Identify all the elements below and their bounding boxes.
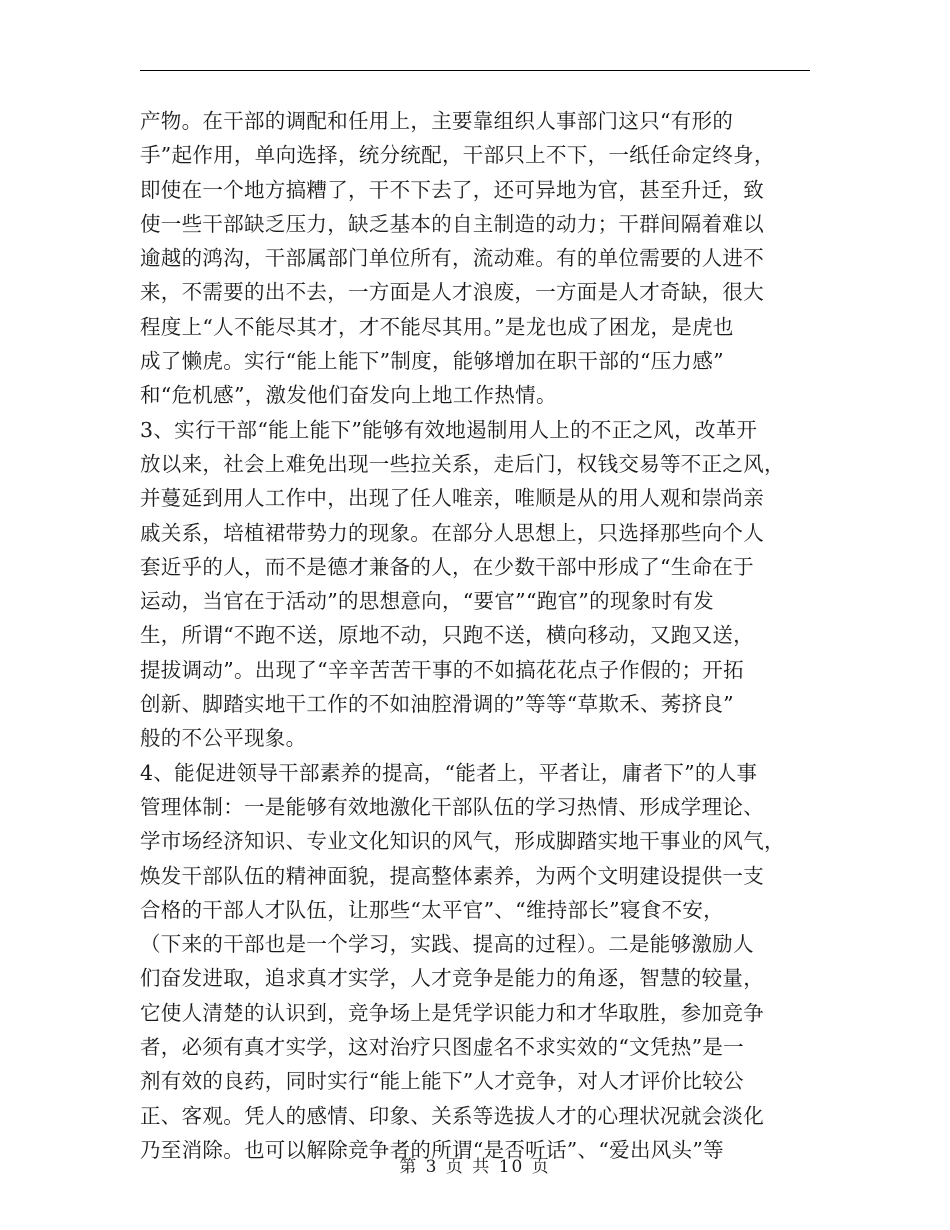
text-line: 剂有效的良药，同时实行“能上能下”人才竞争，对人才评价比较公 <box>140 1069 744 1094</box>
text-line: 般的不公平现象。 <box>140 726 307 751</box>
text-line: 们奋发进取，追求真才实学，人才竞争是能力的角逐，智慧的较量， <box>140 966 764 991</box>
text-line: 者，必须有真才实学，这对治疗只图虚名不求实效的“文凭热”是一 <box>140 1035 744 1060</box>
text-line: （下来的干部也是一个学习，实践、提高的过程）。二是能够激励人 <box>140 932 754 957</box>
text-line: 生，所谓“不跑不送，原地不动，只跑不送，横向移动，又跑又送， <box>140 623 754 648</box>
text-line: 手”起作用，单向选择，统分统配，干部只上不下，一纸任命定终身， <box>140 143 775 168</box>
text-line: 运动，当官在于活动”的思想意向，“要官”“跑官”的现象时有发 <box>140 589 714 614</box>
text-line: 程度上“人不能尽其才，才不能尽其用。”是龙也成了困龙，是虎也 <box>140 314 734 339</box>
text-line: 并蔓延到用人工作中，出现了任人唯亲，唯顺是从的用人观和崇尚亲 <box>140 486 764 511</box>
body-text <box>140 104 820 1167</box>
text-line: 乃至消除。也可以解除竞争者的所谓“是否听话”、“爱出风头”等 <box>140 1137 724 1162</box>
text-line: 即使在一个地方搞糟了，干不下去了，还可异地为官，甚至升迁，致 <box>140 177 764 202</box>
text-line: 成了懒虎。实行“能上能下”制度，能够增加在职干部的“压力感” <box>140 349 724 374</box>
text-line: 放以来，社会上难免出现一些拉关系，走后门，权钱交易等不正之风， <box>140 451 785 476</box>
text-line: 来，不需要的出不去，一方面是人才浪废，一方面是人才奇缺，很大 <box>140 280 764 305</box>
text-line: 管理体制：一是能够有效地激化干部队伍的学习热情、形成学理论、 <box>140 794 764 819</box>
text-line: 它使人清楚的认识到，竞争场上是凭学识能力和才华取胜，参加竞争 <box>140 1000 764 1025</box>
text-line: 学市场经济知识、专业文化知识的风气，形成脚踏实地干事业的风气， <box>140 829 785 854</box>
text-line: 使一些干部缺乏压力，缺乏基本的自主制造的动力；干群间隔着难以 <box>140 211 764 236</box>
text-line: 正、客观。凭人的感情、印象、关系等选拔人才的心理状况就会淡化 <box>140 1103 764 1128</box>
text-line: 提拔调动”。出现了“辛辛苦苦干事的不如搞花花点子作假的；开拓 <box>140 657 744 682</box>
text-line: 3、实行干部“能上能下”能够有效地遏制用人上的不正之风，改革开 <box>140 417 758 442</box>
text-line: 套近乎的人，而不是德才兼备的人，在少数干部中形成了“生命在于 <box>140 554 754 579</box>
text-line: 产物。在干部的调配和任用上，主要靠组织人事部门这只“有形的 <box>140 109 734 133</box>
header-rule <box>140 70 810 71</box>
text-line: 和“危机感”，激发他们奋发向上地工作热情。 <box>140 383 557 408</box>
text-line: 焕发干部队伍的精神面貌，提高整体素养，为两个文明建设提供一支 <box>140 863 764 888</box>
text-line: 4、能促进领导干部素养的提高，“能者上，平者让，庸者下”的人事 <box>140 760 758 785</box>
text-line: 逾越的鸿沟，干部属部门单位所有，流动难。有的单位需要的人进不 <box>140 246 764 271</box>
page-number-footer: 第 3 页 共 10 页 <box>399 1157 551 1177</box>
text-line: 戚关系，培植裙带势力的现象。在部分人思想上，只选择那些向个人 <box>140 520 764 545</box>
text-line: 创新、脚踏实地干工作的不如油腔滑调的”等等“草欺禾、莠挤良” <box>140 692 734 717</box>
text-line: 合格的干部人才队伍，让那些“太平官”、“维持部长”寝食不安， <box>140 897 724 922</box>
